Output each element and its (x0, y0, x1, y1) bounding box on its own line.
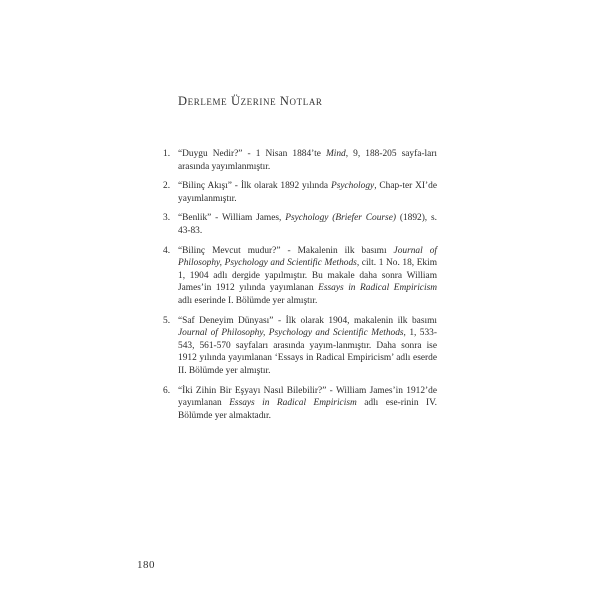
note-text: “Bilinç Akışı” - İlk olarak 1892 yılında Psychology, Chap-ter XI’de yayımlanmıştır. (178, 181, 437, 204)
note-number: 6. (163, 385, 171, 396)
note-item (155, 148, 437, 173)
note-number: 5. (163, 315, 171, 326)
note-item (155, 180, 437, 205)
note-number: 4. (163, 245, 171, 256)
note-text: “Bilinç Mevcut mudur?” - Makalenin ilk basımı Journal of Philosophy, Psychology and Scientific Methods, cilt. 1 No. 18, Ekim 1, 1904 adlı dergide yapılmıştır. Bu makale daha sonra William James’in 1912 yılında yayımlanan Essays in Radical Empiricism adlı eserinde I. Bölümde yer almıştır. (178, 245, 438, 306)
note-item (155, 212, 437, 237)
note-number: 2. (163, 181, 171, 192)
notes-list (155, 148, 437, 429)
note-text: “İki Zihin Bir Eşyayı Nasıl Bilebilir?” - William James’in 1912’de yayımlanan Essays in Radical Empiricism adlı ese-rinin IV. Bölümde yer almaktadır. (178, 385, 437, 421)
note-text: “Benlik” - William James, Psychology (Briefer Course) (1892), s. 43-83. (178, 213, 437, 236)
note-item (155, 245, 437, 308)
note-text: “Saf Deneyim Dünyası” - İlk olarak 1904, makalenin ilk basımı Journal of Philosophy, Psychology and Scientific Methods, 1, 533-543, 561-570 sayfaları arasında yayım-lanmıştır. Daha sonra ise 1912 yılında yayımlanan ‘Essays in Radical Empiricism’ adlı eserde II. Bölümde yer almıştır. (178, 315, 437, 376)
note-number: 3. (163, 213, 171, 224)
note-item (155, 385, 437, 423)
note-text: “Duygu Nedir?” - 1 Nisan 1884’te Mind, 9, 188-205 sayfa-ları arasında yayımlanmıştır. (178, 149, 437, 172)
page-number: 180 (137, 559, 155, 571)
page-title: Derleme Üzerine Notlar (178, 94, 323, 108)
note-number: 1. (163, 149, 171, 159)
note-item (155, 315, 437, 378)
